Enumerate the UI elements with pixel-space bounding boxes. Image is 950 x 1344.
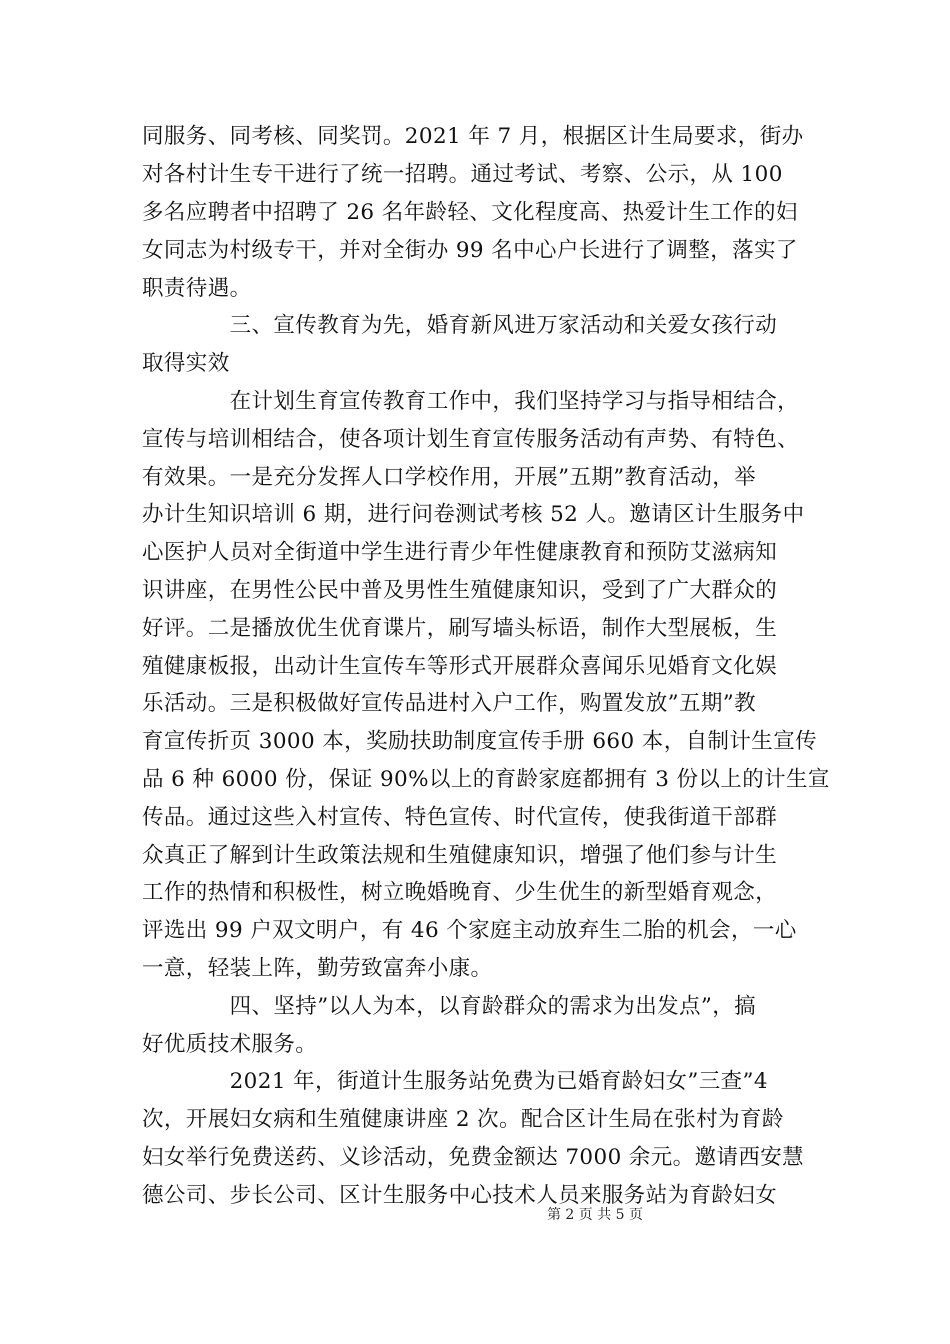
- body-text-line: 众真正了解到计生政策法规和生殖健康知识，增强了他们参与计生: [142, 843, 778, 868]
- body-text-line: 心医护人员对全街道中学生进行青少年性健康教育和预防艾滋病知: [142, 540, 778, 565]
- page-number-footer: 第 2 页 共 5 页: [546, 1207, 644, 1223]
- body-text-line: 好评。二是播放优生优育谍片，刷写墙头标语，制作大型展板，生: [142, 616, 778, 641]
- section-heading-3: 三、宣传教育为先，婚育新风进万家活动和关爱女孩行动: [142, 313, 778, 338]
- body-text-line: 殖健康板报，出动计生宣传车等形式开展群众喜闻乐见婚育文化娱: [142, 654, 778, 679]
- body-text-line: 评选出 99 户双文明户，有 46 个家庭主动放弃生二胎的机会，一心: [142, 918, 797, 943]
- body-text-line: 品 6 种 6000 份，保证 90%以上的育龄家庭都拥有 3 份以上的计生宣: [142, 767, 830, 792]
- body-text-line: 次，开展妇女病和生殖健康讲座 2 次。配合区计生局在张村为育龄: [142, 1107, 784, 1132]
- body-text-line: 职责待遇。: [142, 276, 252, 301]
- body-text-line: 同服务、同考核、同奖罚。2021 年 7 月，根据区计生局要求，街办: [142, 124, 804, 149]
- body-text-line: 识讲座，在男性公民中普及男性生殖健康知识，受到了广大群众的: [142, 578, 778, 603]
- body-text-line: 2021 年，街道计生服务站免费为已婚育龄妇女”三查”4: [142, 1069, 769, 1094]
- body-text-line: 女同志为村级专干，并对全街办 99 名中心户长进行了调整，落实了: [142, 238, 798, 263]
- body-text-line: 乐活动。三是积极做好宣传品进村入户工作，购置发放”五期”教: [142, 691, 757, 716]
- body-text-line: 工作的热情和积极性，树立晚婚晚育、少生优生的新型婚育观念，: [142, 880, 778, 905]
- body-text-line: 育宣传折页 3000 本，奖励扶助制度宣传手册 660 本，自制计生宣传: [142, 729, 817, 754]
- body-text-line: 办计生知识培训 6 期，进行问卷测试考核 52 人。邀请区计生服务中: [142, 502, 805, 527]
- body-text-line: 传品。通过这些入村宣传、特色宣传、时代宣传，使我街道干部群: [142, 805, 778, 830]
- body-text-line: 对各村计生专干进行了统一招聘。通过考试、考察、公示，从 100: [142, 162, 783, 187]
- body-text-line: 在计划生育宣传教育工作中，我们坚持学习与指导相结合，: [142, 389, 800, 414]
- section-heading-4: 四、坚持”以人为本，以育龄群众的需求为出发点”，搞: [142, 994, 757, 1019]
- body-text-line: 宣传与培训相结合，使各项计划生育宣传服务活动有声势、有特色、: [142, 427, 800, 452]
- section-heading-4-continued: 好优质技术服务。: [142, 1032, 318, 1057]
- section-heading-3-continued: 取得实效: [142, 351, 230, 376]
- body-text-line: 妇女举行免费送药、义诊活动，免费金额达 7000 余元。邀请西安慧: [142, 1145, 805, 1170]
- body-text-line: 多名应聘者中招聘了 26 名年龄轻、文化程度高、热爱计生工作的妇: [142, 200, 798, 225]
- body-text-line: 德公司、步长公司、区计生服务中心技术人员来服务站为育龄妇女: [142, 1183, 778, 1208]
- body-text-line: 有效果。一是充分发挥人口学校作用，开展”五期”教育活动，举: [142, 465, 757, 490]
- body-text-line: 一意，轻装上阵，勤劳致富奔小康。: [142, 956, 493, 981]
